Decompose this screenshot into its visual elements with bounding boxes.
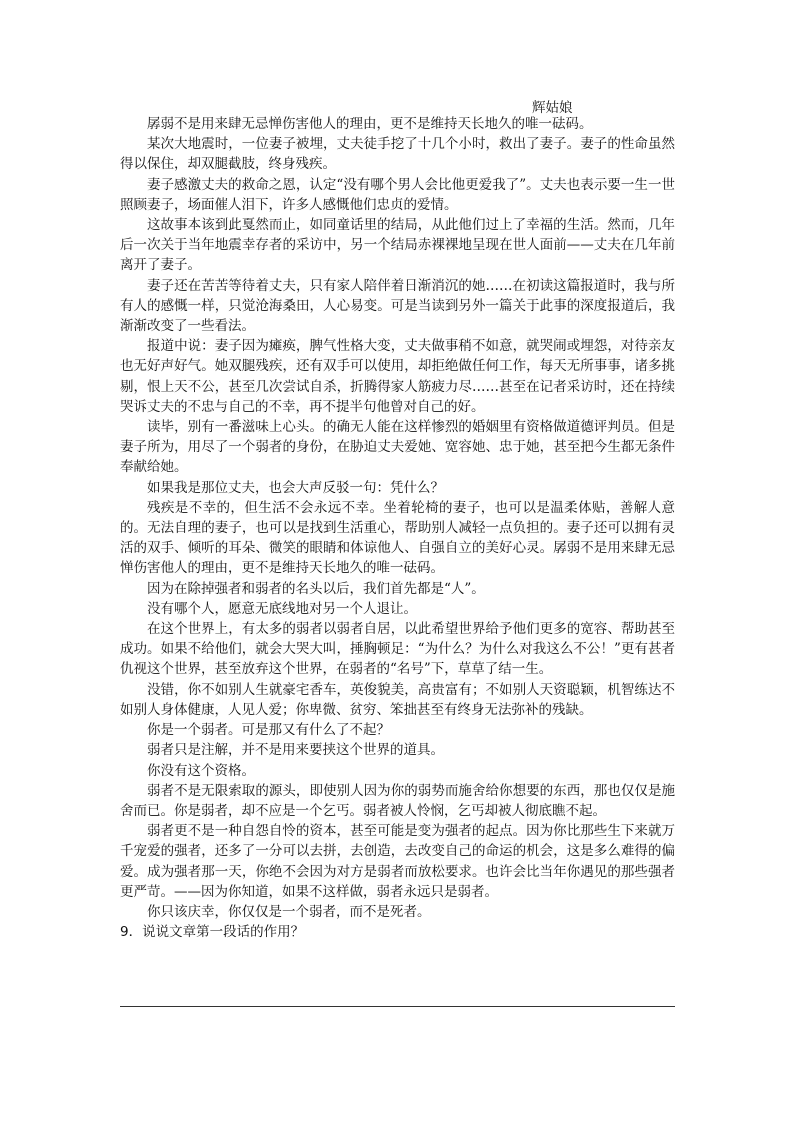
paragraph: 你只该庆幸，你仅仅是一个弱者，而不是死者。 [147,903,431,920]
paragraph: 读毕，别有一番滋味上心头。的确无人能在这样惨烈的婚姻里有资格做道德评判员。但是妻子所为，用尽了一个弱者的身份，在胁迫丈夫爱她、宽容她、忠于她，甚至把今生都无条件奉献给她。 [120,419,675,476]
paragraph: 如果我是那位丈夫，也会大声反驳一句：凭什么？ [147,479,444,496]
paragraph: 妻子感激丈夫的救命之恩，认定“没有哪个男人会比他更爱我了”。丈夫也表示要一生一世照顾妻子，场面催人泪下，许多人感慨他们忠贞的爱情。 [120,176,675,213]
paragraph: 没错，你不如别人生就豪宅香车，英俊貌美，高贵富有；不如别人天资聪颖，机智练达不如别人身体健康，人见人爱；你卑微、贫穷、笨拙甚至有终身无法弥补的残缺。 [120,681,675,718]
paragraph: 你没有这个资格。 [147,762,255,779]
paragraph: 弱者更不是一种自怨自怜的资本，甚至可能是变为强者的起点。因为你比那些生下来就万千宠爱的强者，还多了一分可以去拼，去创造，去改变自己的命运的机会，这是多么难得的偏爱。成为强者那一天，你绝不会因为对方是弱者而放松要求。也许会比当年你遇见的那些强者更严苛。——因为你知道，如果不这样做，弱者永远只是弱者。 [120,823,675,900]
paragraph: 因为在除掉强者和弱者的名头以后，我们首先都是“人”。 [147,580,485,597]
paragraph: 没有哪个人，愿意无底线地对另一个人退让。 [147,600,417,617]
question-9: 9．说说文章第一段话的作用？ [120,924,305,941]
paragraph: 妻子还在苦苦等待着丈夫，只有家人陪伴着日渐消沉的她……在初读这篇报道时，我与所有人的感慨一样，只觉沧海桑田，人心易变。可是当读到另外一篇关于此事的深度报道后，我渐渐改变了一些看法。 [120,277,675,335]
paragraph: 在这个世界上，有太多的弱者以弱者自居，以此希望世界给予他们更多的宽容、帮助甚至成功。如果不给他们，就会大哭大叫，捶胸顿足：“为什么？为什么对我这么不公！”更有甚者仇视这个世界，甚至放弃这个世界，在弱者的“名号”下，草草了结一生。 [120,621,675,678]
author-name: 辉姑娘 [532,100,573,116]
paragraph: 残疾是不幸的，但生活不会永远不幸。坐着轮椅的妻子，也可以是温柔体贴，善解人意的。无法自理的妻子，也可以是找到生活重心，帮助别人减轻一点负担的。妻子还可以拥有灵活的双手、倾听的耳朵、微笑的眼睛和体谅他人、自强自立的美好心灵。孱弱不是用来肆无忌惮伤害他人的理由，更不是维持天长地久的唯一砝码。 [120,499,675,577]
paragraph: 你是一个弱者。可是那又有什么了不起？ [147,722,390,739]
paragraph: 弱者不是无限索取的源头，即使别人因为你的弱势而施舍给你想要的东西，那也仅仅是施舍而已。你是弱者，却不应是一个乞丐。弱者被人怜悯，乞丐却被人彻底瞧不起。 [120,782,675,819]
answer-line[interactable] [120,1006,675,1007]
paragraph: 孱弱不是用来肆无忌惮伤害他人的理由，更不是维持天长地久的唯一砝码。 [147,116,593,132]
paragraph: 这故事本该到此戛然而止，如同童话里的结局，从此他们过上了幸福的生活。然而，几年后一次关于当年地震幸存者的采访中，另一个结局赤裸裸地呈现在世人面前——丈夫在几年前离开了妻子。 [120,217,675,274]
paragraph: 某次大地震时，一位妻子被埋，丈夫徒手挖了十几个小时，救出了妻子。妻子的性命虽然得以保住，却双腿截肢，终身残疾。 [120,136,675,173]
article-body [120,114,675,942]
paragraph: 报道中说：妻子因为瘫痪，脾气性格大变，丈夫做事稍不如意，就哭闹或埋怨，对待亲友也无好声好气。她双腿残疾，还有双手可以使用，却拒绝做任何工作，每天无所事事，诸多挑剔，恨上天不公，甚至几次尝试自杀，折腾得家人筋疲力尽……甚至在记者采访时，还在持续哭诉丈夫的不忠与自己的不幸，再不提半句他曾对自己的好。 [120,338,675,415]
paragraph: 弱者只是注解，并不是用来要挟这个世界的道具。 [147,742,444,759]
